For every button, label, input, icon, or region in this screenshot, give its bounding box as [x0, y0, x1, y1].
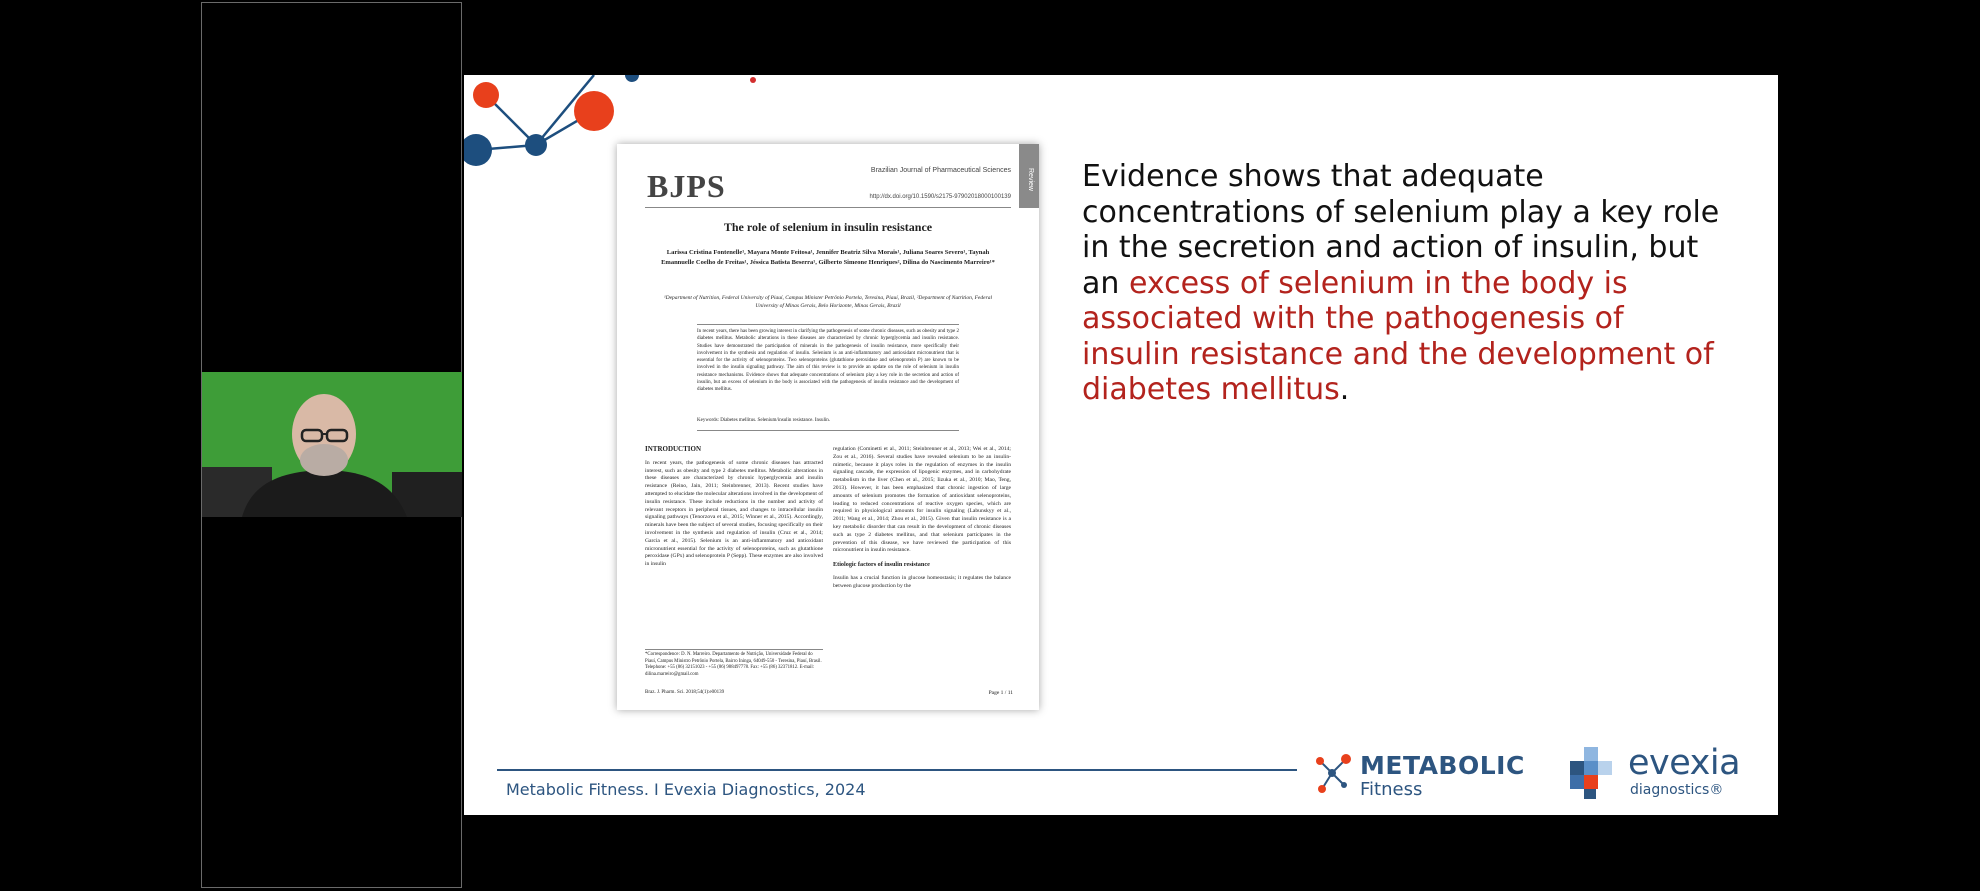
atom-node: [525, 134, 547, 156]
journal-name: Brazilian Journal of Pharmaceutical Sciences: [870, 167, 1011, 174]
article-abstract: In recent years, there has been growing interest in clarifying the pathogenesis of some chronic diseases, such as obesity and type 2 diabetes mellitus. Metabolic alterations in these diseases are characterized by chronic hyperglycemia and insulin resistance. Studies have demonstrated the participation of minerals in the pathogenesis of insulin resistance, more specifically their involvement in the synthesis and regulation of insulin. Selenium is an anti-inflammatory and antioxidant micronutrient that is essential for the activity of selenoproteins. Two selenoproteins (glutathione peroxidase and selenoprotein P) are known to be involved in the insulin signaling pathway. The aim of this review is to provide an update on the role of selenium in insulin resistance mechanisms. Evidence shows that adequate concentrations of selenium play a key role in the secretion and action of insulin, but an excess of selenium in the body is associated with the pathogenesis of insulin resistance and the development of diabetes mellitus.: [697, 329, 959, 393]
right-column-tail: Insulin has a crucial function in glucose homeostasis; it regulates the balance between glucose production by the: [833, 574, 1011, 589]
metabolic-fitness-logo: [1312, 751, 1542, 801]
evexia-diagnostics-logo: [1564, 745, 1764, 805]
right-column-text: regulation (Cominetti et al., 2011; Steinbrenner et al., 2013; Wei et al., 2014; Zou et al., 2016). Several studies have revealed selenium to be an insulin-mimetic, because it plays roles in the regulation of enzymes in the insulin signaling cascade, the expression of lipogenic enzymes, and in carbohydrate metabolism in the liver (Chen et al., 2015; Iizuka et al., 2010; Mao, Teng, 2013). However, it has been emphasized that chronic ingestion of large amounts of selenium promotes the formation of antioxidant selenoproteins, leading to reduced concentrations of reactive oxygen species, which are required in physiological amounts for insulin signaling (Labunskyy et al., 2011; Wang et al., 2014; Zhou et al., 2015). Given that insulin resistance is a key metabolic disorder that can result in the development of chronic diseases such as type 2 diabetes mellitus, and that selenium participates in the prevention of this disease, we have reviewed the participation of this micronutrient in insulin resistance.: [833, 446, 1011, 554]
footer-credit: Metabolic Fitness. I Evexia Diagnostics, 2024: [506, 780, 866, 799]
etiologic-subheading: Etiologic factors of insulin resistance: [833, 561, 930, 569]
article-authors: Larissa Cristina Fontenelle¹, Mayara Monte Feitosa¹, Jennifer Beatriz Silva Morais¹, Juliana Soares Severo¹, Taynah Emannuelle Coelho de Freitas¹, Jéssica Batista Beserra¹, Gilberto Simeone Henriques², Dilina do Nascimento Marreiro¹*: [661, 249, 995, 266]
article-citation: Braz. J. Pharm. Sci. 2018;54(1):e00139: [645, 690, 725, 695]
metabolic-logo-text: METABOLIC: [1360, 751, 1525, 780]
slide-text-end: .: [1339, 372, 1350, 407]
divider: [645, 649, 823, 650]
review-tab-label: Review: [1027, 168, 1034, 191]
webcam-video[interactable]: [202, 372, 462, 517]
slide-body-text: [1082, 159, 1722, 408]
slide-text-plain: Evidence shows that adequate concentrations of selenium play a key role in the secretion and action of insulin, but an: [1082, 159, 1720, 301]
atom-node: [574, 91, 614, 131]
article-column-right: [833, 446, 1011, 591]
correspondence-footnote: *Correspondence: D. N. Marreiro. Departamento de Nutrição, Universidade Federal do Piauí, Campus Ministro Petrônio Portela, Bairro Ininga, 64049-550 - Teresina, Piauí, Brasil. Telephone: +55 (86) 32151023 - +55 (86) 988497778. Fax: +55 (86) 32371812. E-mail: dilina.marreiro@gmail.com: [645, 652, 822, 677]
presentation-slide: [464, 75, 1778, 815]
evexia-logo-icon: [1564, 745, 1620, 801]
article-column-left: [645, 446, 823, 569]
journal-logo: BJPS: [647, 168, 726, 204]
intro-text: In recent years, the pathogenesis of some chronic diseases has attracted interest, such as obesity and type 2 diabetes mellitus. Metabolic alterations in these diseases are characterized by chronic hyperglycemia and insulin resistance (Reino, Jain, 2011; Steinbrenner, 2013). Recent studies have attempted to elucidate the molecular alterations involved in the development of insulin resistance. These include reductions in the number and activity of relevant receptors in peripheral tissues, and changes to intracellular insulin signaling pathways (Tenorzova et al., 2015; Winner et al., 2015). Accordingly, minerals have been the subject of several studies, focusing specifically on their involvement in the synthesis and regulation of insulin (Cruz et al., 2014; Garcia et al., 2015). Selenium is an anti-inflammatory and antioxidant micronutrient essential for the activity of selenoproteins, such as glutathione peroxidase (GPx) and selenoprotein P (Sepp). These enzymes are also involved in insulin: [645, 459, 823, 568]
evexia-logo-subtext: diagnostics®: [1630, 782, 1724, 798]
atom-node: [464, 134, 492, 166]
article-doi: http://dx.doi.org/10.1590/s2175-97902018000100139: [869, 194, 1011, 200]
atom-node: [625, 75, 639, 82]
intro-heading: INTRODUCTION: [645, 445, 702, 453]
metabolic-logo-subtext: Fitness: [1360, 779, 1423, 800]
divider: [645, 207, 1011, 208]
footer-divider: [497, 769, 1297, 771]
article-title: The role of selenium in insulin resistance: [723, 220, 933, 234]
atom-node: [473, 82, 499, 108]
divider: [697, 324, 959, 325]
article-page-number: Page 1 / 11: [988, 690, 1013, 696]
laser-pointer-icon: [750, 77, 756, 83]
presenter-video-frame: [202, 372, 462, 517]
evexia-logo-text: evexia: [1628, 743, 1741, 783]
slide-text-highlight: excess of selenium in the body is associated with the pathogenesis of insulin resistance and the development of diabetes mellitus: [1082, 265, 1714, 407]
article-keywords: Keywords: Diabetes mellitus. Selenium/insulin resistance. Insulin.: [697, 418, 831, 423]
divider: [697, 430, 959, 431]
article-affiliations: ¹Department of Nutrition, Federal University of Piauí, Campus Minister Petrônio Portela, Teresina, Piauí, Brazil, ²Department of Nutrition, Federal University of Minas Gerais, Belo Horizonte, Minas Gerais, Brazil: [664, 295, 992, 309]
metabolic-logo-icon: [1312, 751, 1352, 797]
review-tab: [1019, 144, 1039, 208]
journal-article-image: [617, 144, 1039, 710]
